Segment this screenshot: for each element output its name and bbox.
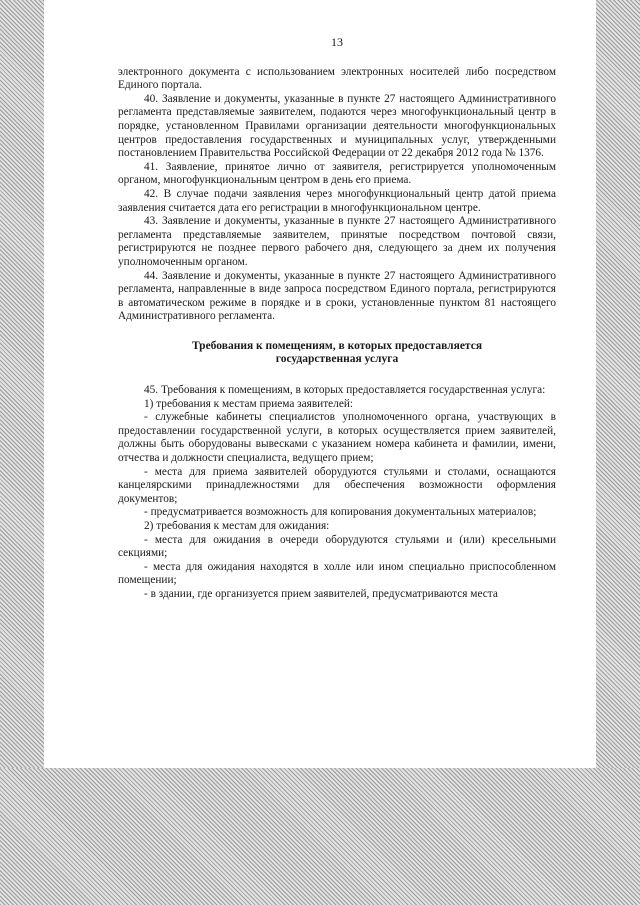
paragraph: - места для ожидания находятся в холле или ином специально приспособленном помещении;	[118, 560, 556, 587]
paragraph: - служебные кабинеты специалистов уполномоченного органа, участвующих в предоставлении государственной услуги, в которых осуществляется прием заявителей, должны быть оборудованы вывесками с указанием номера кабинета и фамилии, имени, отчества и должности специалиста, ведущего прием;	[118, 411, 556, 465]
paragraph: 2) требования к местам для ожидания:	[144, 520, 330, 532]
paragraph: - места для приема заявителей оборудуются стульями и столами, оснащаются канцелярскими принадлежностями для обеспечения возможности оформления документов;	[118, 465, 556, 505]
paragraph: 1) требования к местам приема заявителей:	[144, 397, 354, 410]
page-content	[118, 0, 556, 602]
paragraph: - в здании, где организуется прием заявителей, предусматриваются места	[144, 587, 498, 600]
section-heading	[118, 340, 556, 367]
paragraph: 40. Заявление и документы, указанные в пункте 27 настоящего Административного регламента представляемые заявителем, подаются через многофункциональный центр в порядке, установленном Правилами организации деятельности многофункциональных центров предоставления государственных и муниципальных услуг, утвержденными постановлением Правительства Российской Федерации от 22 декабря 2012 года № 1376.	[118, 92, 556, 160]
scan-border-right	[596, 0, 640, 768]
paragraph: 44. Заявление и документы, указанные в пункте 27 настоящего Административного регламента, направленные в виде запроса посредством Единого портала, регистрируются в автоматическом режиме в порядке и в сроки, установленные пунктом 81 настоящего Административного регламента.	[118, 269, 556, 323]
page-number: 13	[331, 35, 343, 49]
scan-border-bottom	[0, 768, 640, 905]
paragraph: 45. Требования к помещениям, в которых предоставляется государственная услуга:	[144, 384, 546, 397]
paragraph: электронного документа с использованием электронных носителей либо посредством Единого портала.	[118, 65, 556, 92]
paragraph: 41. Заявление, принятое лично от заявителя, регистрируется уполномоченным органом, многофункциональным центром в день его приема.	[118, 160, 556, 187]
paragraph: 42. В случае подачи заявления через многофункциональный центр датой приема заявления считается дата его регистрации в многофункциональном центре.	[118, 187, 556, 214]
document-page	[44, 0, 596, 768]
paragraph: - предусматривается возможность для копирования документальных материалов;	[144, 506, 537, 519]
paragraph: 43. Заявление и документы, указанные в пункте 27 настоящего Административного регламента представляемые заявителем, принятые посредством почтовой связи, регистрируются не позднее первого рабочего дня, следующего за днем их получения уполномоченным органом.	[118, 215, 556, 268]
paragraph: - места для ожидания в очереди оборудуются стульями и (или) кресельными секциями;	[118, 533, 556, 560]
section-heading-line-2: государственная услуга	[275, 353, 399, 366]
section-heading-line-1: Требования к помещениям, в которых предоставляется	[191, 339, 483, 352]
scan-border-left	[0, 0, 44, 768]
paragraphs-top	[118, 66, 556, 324]
paragraphs-bottom	[118, 384, 556, 602]
